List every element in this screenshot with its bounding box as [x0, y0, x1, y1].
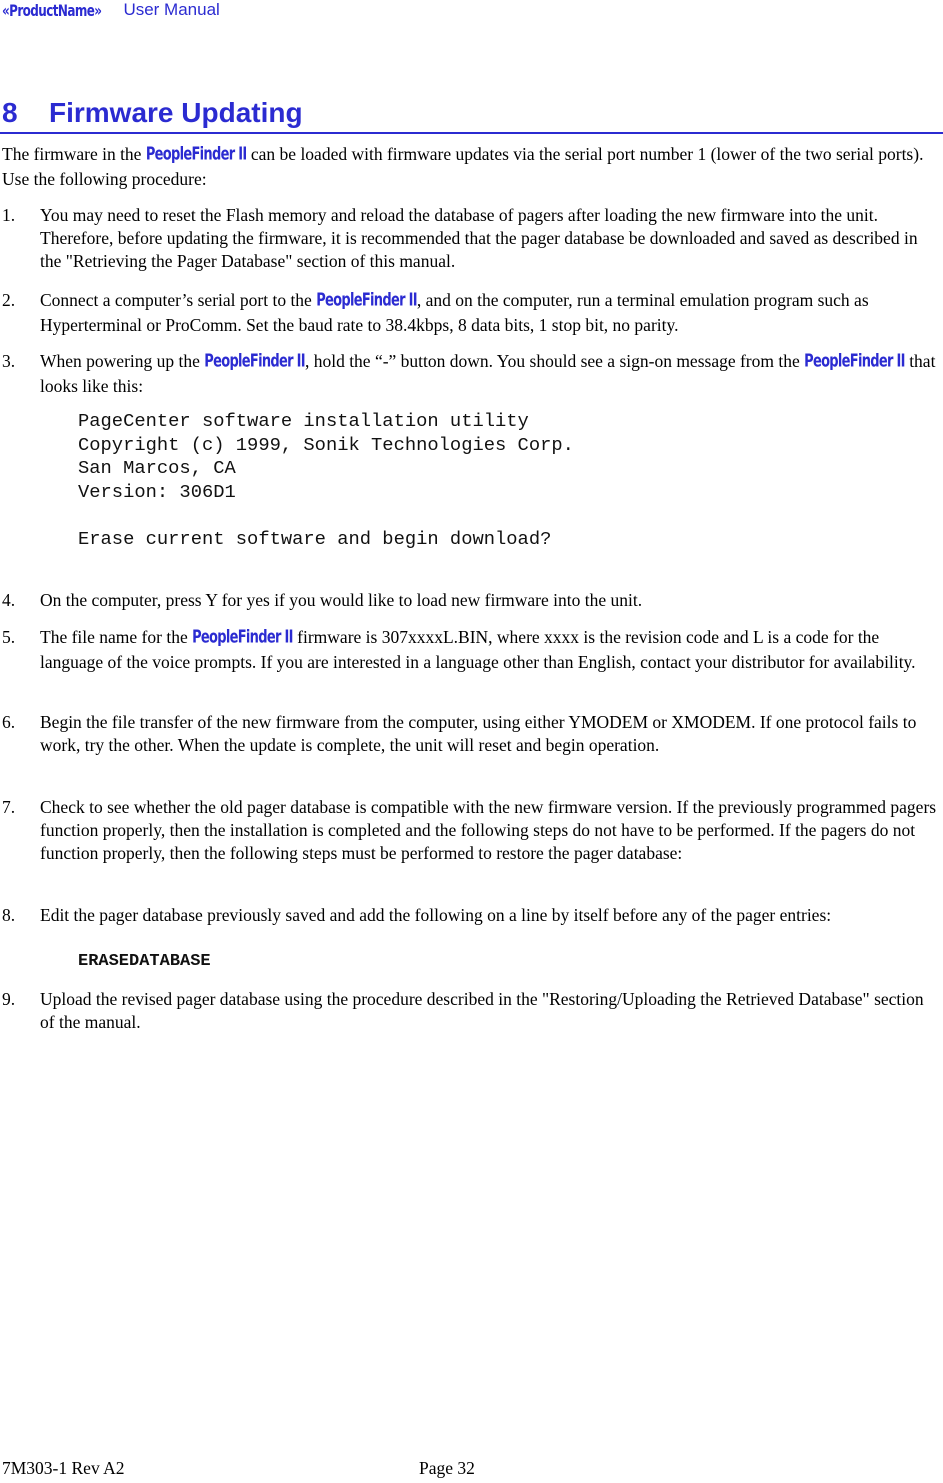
section-heading	[0, 93, 943, 134]
step-number: 5.	[2, 627, 16, 647]
step-text: Connect a computer’s serial port to the PeopleFinder II, and on the computer, run a terminal emulation program such as Hyperterminal or ProComm. Set the baud rate to 38.4kbps, 8 data bits, 1 stop bit, no parity.	[40, 289, 940, 337]
terminal-line-4: Version: 306D1	[78, 481, 236, 503]
step-number: 2.	[2, 290, 16, 310]
intro-paragraph: The firmware in the PeopleFinder II can be loaded with firmware updates via the serial port number 1 (lower of the two serial ports). Use the following procedure:	[2, 143, 932, 191]
step-number: 8.	[2, 905, 16, 925]
step-number: 9.	[2, 989, 16, 1009]
step-4	[2, 589, 940, 612]
footer-page-number: Page 32	[419, 1458, 475, 1478]
page-header	[2, 0, 220, 20]
terminal-prompt: Erase current software and begin download?	[78, 528, 552, 550]
terminal-line-1: PageCenter software installation utility	[78, 410, 529, 432]
step-5	[2, 626, 940, 674]
step-text: Check to see whether the old pager database is compatible with the new firmware version. If the previously programmed pagers function properly, then the installation is completed and the following steps do not have to be performed. If the pagers do not function properly, then the following steps must be performed to restore the pager database:	[40, 797, 937, 863]
step-2	[2, 289, 940, 337]
brand-name: PeopleFinder II	[145, 144, 247, 166]
step-7	[2, 796, 940, 865]
step-text: Begin the file transfer of the new firmware from the computer, using either YMODEM or XMODEM. If one protocol fails to work, try the other. When the update is complete, the unit will reset and begin operation.	[40, 712, 917, 755]
terminal-line-3: San Marcos, CA	[78, 457, 236, 479]
step-number: 3.	[2, 351, 16, 371]
step-text: When powering up the PeopleFinder II, hold the “-” button down. You should see a sign-on message from the PeopleFinder II that looks like this:	[40, 350, 940, 398]
step-number: 7.	[2, 797, 16, 817]
step-3	[2, 350, 940, 398]
step-text: The file name for the PeopleFinder II firmware is 307xxxxL.BIN, where xxxx is the revision code and L is a code for the language of the voice prompts. If you are interested in a language other than English, contact your distributor for availability.	[40, 626, 940, 674]
section-number: 8	[2, 97, 18, 128]
brand-name: PeopleFinder II	[204, 351, 305, 373]
header-title: User Manual	[123, 0, 220, 19]
step-8	[2, 904, 940, 927]
step-9	[2, 988, 940, 1034]
header-product-name: «ProductName»	[2, 1, 102, 21]
step-text: Upload the revised pager database using the procedure described in the "Restoring/Uploading the Retrieved Database" section of the manual.	[40, 989, 924, 1032]
step-text: On the computer, press Y for yes if you would like to load new firmware into the unit.	[40, 590, 643, 610]
brand-name: PeopleFinder II	[804, 351, 905, 373]
section-title: Firmware Updating	[49, 97, 303, 128]
step-text: You may need to reset the Flash memory and reload the database of pagers after loading the new firmware into the unit. Therefore, before updating the firmware, it is recommended that the pager database be downloaded and saved as described in the "Retrieving the Pager Database" section of this manual.	[40, 205, 918, 271]
step-6	[2, 711, 940, 757]
brand-name: PeopleFinder II	[316, 290, 417, 312]
erase-database-command: ERASEDATABASE	[78, 952, 211, 971]
step-number: 1.	[2, 205, 16, 225]
brand-name: PeopleFinder II	[192, 627, 293, 649]
step-number: 6.	[2, 712, 16, 732]
step-text: Edit the pager database previously saved and add the following on a line by itself before any of the pager entries:	[40, 905, 832, 925]
terminal-line-2: Copyright (c) 1999, Sonik Technologies Corp.	[78, 434, 574, 456]
footer-doc-id: 7M303-1 Rev A2	[2, 1458, 125, 1478]
step-number: 4.	[2, 590, 16, 610]
step-1	[2, 204, 940, 273]
